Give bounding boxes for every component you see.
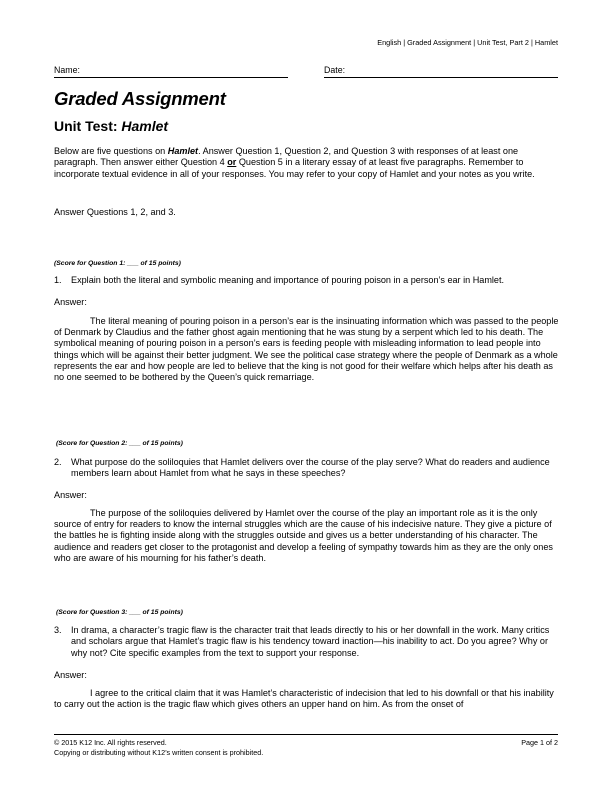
page-number: Page 1 of 2 — [521, 738, 558, 747]
subtitle-prefix: Unit Test: — [54, 118, 122, 134]
footer-copyright — [54, 738, 263, 757]
page-title: Graded Assignment — [54, 88, 226, 109]
question-1-number: 1. — [54, 275, 62, 285]
answer-3[interactable]: I agree to the critical claim that it was Hamlet’s characteristic of indecision that led to his downfall or that his inability to carry out the action is the tragic flaw which gives others an upper hand on him. As from the onset of — [54, 688, 554, 710]
name-label: Name: — [54, 65, 80, 75]
footer-notice-line: Copying or distributing without K12’s written consent is prohibited. — [54, 747, 264, 757]
intro-work: Hamlet — [167, 146, 199, 156]
question-1-text: Explain both the literal and symbolic meaning and importance of pouring poison in a person’s ear in Hamlet. — [71, 275, 505, 285]
question-2 — [54, 457, 560, 480]
question-3-text: In drama, a character’s tragic flaw is the character trait that leads directly to his or her downfall in the work. Many critics and scholars argue that Hamlet’s tragic flaw is his tendency toward inaction—his inability to act. Do you agree? Why or why not? Cite specific examples from the text to support your response. — [71, 625, 550, 658]
score-question-2: (Score for Question 2: ___ of 15 points) — [56, 440, 183, 447]
question-1 — [54, 275, 560, 286]
question-3 — [54, 625, 560, 659]
instruction-text: Answer Questions 1, 2, and 3. — [54, 207, 176, 217]
subtitle-work: Hamlet — [121, 118, 169, 134]
intro-paragraph — [54, 146, 560, 180]
intro-part1: Below are five questions on — [54, 146, 168, 156]
intro-part3: Question 5 in a literary essay of at least five paragraphs. Remember to incorporate textual evidence in all of your responses. You may refer to your copy of Hamlet and your notes as you write. — [54, 157, 535, 179]
running-header: English | Graded Assignment | Unit Test, Part 2 | Hamlet — [377, 38, 558, 47]
answer-label-2: Answer: — [54, 490, 87, 500]
score-question-3: (Score for Question 3: ___ of 15 points) — [56, 609, 183, 616]
date-field[interactable] — [324, 65, 558, 78]
name-field[interactable] — [54, 65, 288, 78]
answer-label-3: Answer: — [54, 670, 87, 680]
page-subtitle — [54, 118, 168, 134]
answer-2[interactable]: The purpose of the soliloquies delivered by Hamlet over the course of the play an important role as it is the only source of entry for readers to know the internal struggles which are the cause of his indecisive nature. They give a picture of the battles he is fighting inside along with the struggles outside and gives us a better understanding of his character. The audience and readers get closer to the protagonist and develop a feeling of sympathy towards him as they are the only ones who are aware of his mourning for his father’s death. — [54, 508, 553, 563]
answer-1[interactable]: The literal meaning of pouring poison in a person’s ear is the insinuating information which was passed to the people of Denmark by Claudius and the father ghost again mentioning that he was stung by a serpent which led to his death. The symbolical meaning of pouring poison in a person’s ears is feeding people with misleading information to lead people into things which will be against their better judgment. We see the political case strategy where the people of Denmark as a whole represents the ear and how people are led to believe that the king is not good for their welfare which helps after his death as no one seemed to be bothered by the Queen’s quick remarriage. — [54, 316, 559, 383]
score-question-1: (Score for Question 1: ___ of 15 points) — [54, 260, 181, 267]
footer-copyright-line: © 2015 K12 Inc. All rights reserved. — [54, 738, 167, 747]
question-3-number: 3. — [54, 625, 62, 635]
answer-label-1: Answer: — [54, 297, 87, 307]
intro-part2: . Answer Question 1, Question 2, and Question 3 with responses of at least one paragraph. Then answer either Question 4 — [54, 146, 519, 168]
question-2-number: 2. — [54, 457, 62, 467]
intro-or: or — [227, 157, 237, 168]
question-2-text: What purpose do the soliloquies that Hamlet delivers over the course of the play serve? What do readers and audience members learn about Hamlet from what he says in these speeches? — [71, 457, 550, 479]
date-label: Date: — [324, 65, 346, 75]
footer-divider — [54, 734, 558, 735]
